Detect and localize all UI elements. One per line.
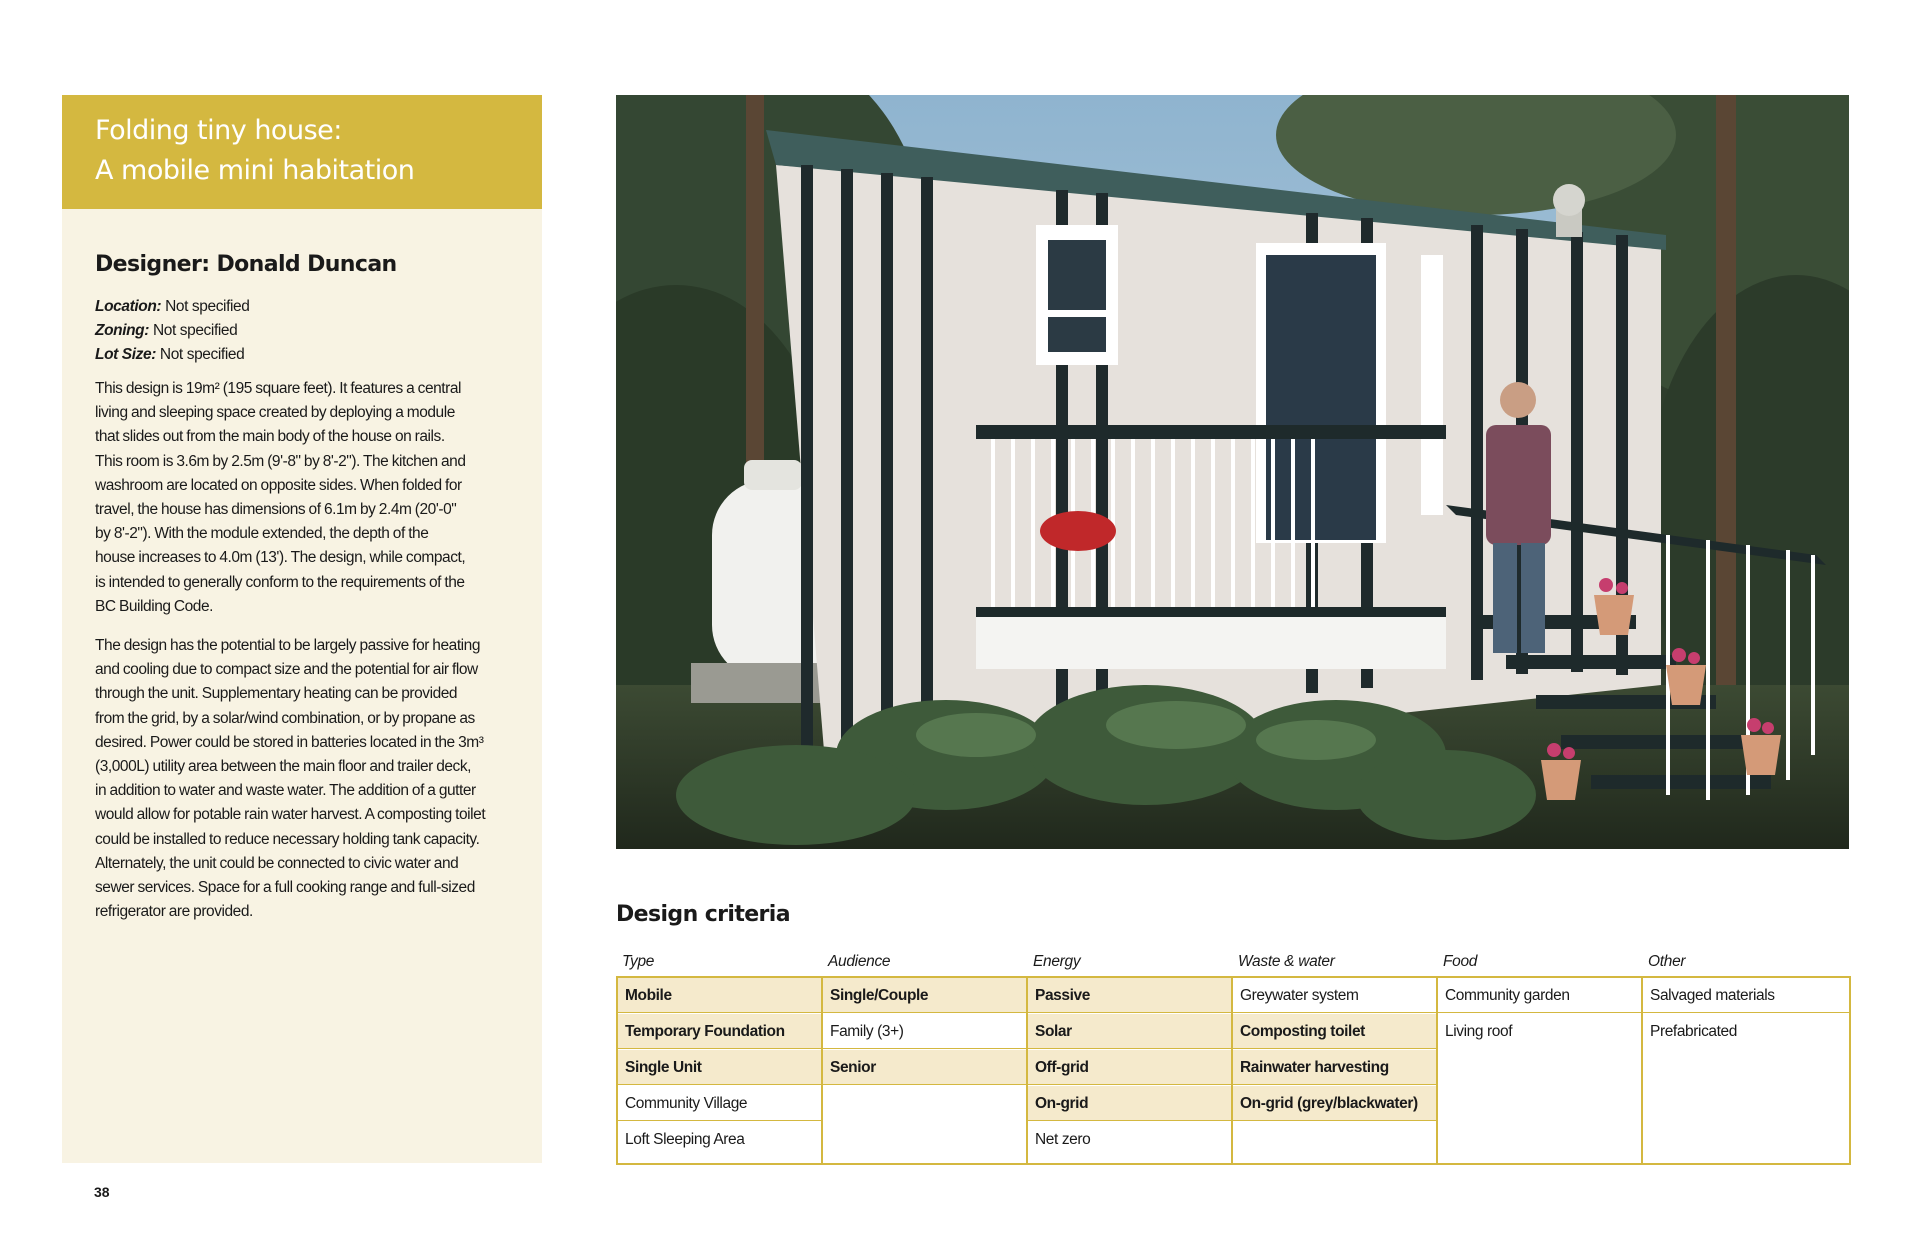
lot-size-value: Not specified [159, 346, 245, 363]
criteria-cell-off-grid: Off-grid [1028, 1050, 1231, 1085]
location-value: Not specified [165, 298, 250, 315]
paragraph-line: This design is 19m² (195 square feet). It features a central [95, 380, 462, 397]
paragraph-line: house increases to 4.0m (13'). The design, while compact, [95, 549, 466, 567]
paragraph-line: desired. Power could be stored in batteries located in the 3m³ [95, 733, 484, 751]
paragraph-line: and cooling due to compact size and the potential for air flow [95, 661, 478, 679]
info-sidebar [62, 95, 542, 1163]
paragraph-line: BC Building Code. [95, 597, 214, 615]
criteria-cell-loft-sleeping-area: Loft Sleeping Area [625, 1131, 745, 1148]
paragraph-line: that slides out from the main body of the house on rails. [95, 428, 445, 446]
criteria-cell-on-grid-grey-blackwater: On-grid (grey/blackwater) [1233, 1086, 1436, 1121]
page-number: 38 [94, 1184, 110, 1200]
paragraph-line: from the grid, by a solar/wind combination, or by propane as [95, 709, 475, 727]
criteria-column-food [1438, 978, 1643, 1163]
criteria-cell-living-roof: Living roof [1445, 1023, 1513, 1040]
criteria-cell-rainwater-harvesting: Rainwater harvesting [1233, 1050, 1436, 1085]
paragraph-line: through the unit. Supplementary heating can be provided [95, 685, 458, 703]
criteria-column-waste-water [1233, 978, 1438, 1163]
criteria-cell-single-unit: Single Unit [618, 1050, 821, 1085]
column-header-waste-water: Waste & water [1238, 953, 1335, 970]
lot-size-row [95, 343, 249, 367]
criteria-cell-solar: Solar [1028, 1014, 1231, 1049]
designer-name: Designer: Donald Duncan [95, 252, 397, 277]
paragraph-line: would allow for potable rain water harvest. A composting toilet [95, 806, 486, 824]
zoning-label: Zoning: [95, 322, 150, 339]
criteria-column-audience [823, 978, 1028, 1163]
criteria-column-type [618, 978, 823, 1163]
house-rendering [616, 95, 1849, 849]
paragraph-line: could be installed to reduce necessary holding tank capacity. [95, 830, 480, 848]
zoning-value: Not specified [152, 322, 238, 339]
project-meta [95, 295, 249, 367]
location-label: Location: [95, 298, 162, 315]
criteria-cell-community-garden: Community garden [1438, 978, 1641, 1013]
criteria-cell-family: Family (3+) [823, 1014, 1026, 1049]
paragraph-line: Alternately, the unit could be connected to civic water and [95, 854, 459, 872]
criteria-cell-community-village: Community Village [618, 1086, 821, 1121]
title-line-1: Folding tiny house: [95, 115, 342, 146]
criteria-cell-on-grid: On-grid [1028, 1086, 1231, 1121]
criteria-cell-temporary-foundation: Temporary Foundation [618, 1014, 821, 1049]
paragraph-line: living and sleeping space created by deploying a module [95, 404, 455, 422]
lot-size-label: Lot Size: [95, 346, 156, 363]
paragraph-line: is intended to generally conform to the requirements of the [95, 573, 465, 591]
criteria-cell-prefabricated: Prefabricated [1650, 1023, 1737, 1040]
column-header-audience: Audience [828, 953, 891, 970]
criteria-cell-composting-toilet: Composting toilet [1233, 1014, 1436, 1049]
criteria-column-other [1643, 978, 1849, 1163]
column-header-food: Food [1443, 953, 1478, 970]
criteria-cell-mobile: Mobile [618, 978, 821, 1013]
description-paragraph-2 [95, 634, 485, 924]
paragraph-line: (3,000L) utility area between the main floor and trailer deck, [95, 758, 471, 776]
criteria-cell-salvaged-materials: Salvaged materials [1643, 978, 1849, 1013]
paragraph-line: in addition to water and waste water. The addition of a gutter [95, 782, 476, 800]
title-line-2: A mobile mini habitation [95, 155, 415, 186]
criteria-cell-greywater-system: Greywater system [1233, 978, 1436, 1013]
title-banner [62, 95, 542, 209]
paragraph-line: by 8'-2"). With the module extended, the depth of the [95, 525, 429, 543]
paragraph-line: The design has the potential to be largely passive for heating [95, 637, 481, 654]
column-header-energy: Energy [1033, 953, 1081, 970]
location-row [95, 295, 249, 319]
paragraph-line: sewer services. Space for a full cooking range and full-sized [95, 879, 475, 897]
criteria-cell-single-couple: Single/Couple [823, 978, 1026, 1013]
house-rendering-illustration [616, 95, 1849, 849]
criteria-column-energy [1028, 978, 1233, 1163]
description-paragraph-1 [95, 377, 466, 619]
criteria-cell-passive: Passive [1028, 978, 1231, 1013]
paragraph-line: This room is 3.6m by 2.5m (9'-8" by 8'-2"). The kitchen and [95, 452, 466, 470]
paragraph-line: refrigerator are provided. [95, 903, 253, 921]
criteria-cell-senior: Senior [823, 1050, 1026, 1085]
design-criteria-table [616, 976, 1851, 1165]
design-criteria-heading: Design criteria [616, 902, 790, 927]
criteria-cell-net-zero: Net zero [1035, 1131, 1091, 1148]
paragraph-line: travel, the house has dimensions of 6.1m by 2.4m (20'-0" [95, 501, 457, 519]
zoning-row [95, 319, 249, 343]
column-header-type: Type [622, 953, 655, 970]
paragraph-line: washroom are located on opposite sides. When folded for [95, 476, 462, 494]
column-header-other: Other [1648, 953, 1686, 970]
